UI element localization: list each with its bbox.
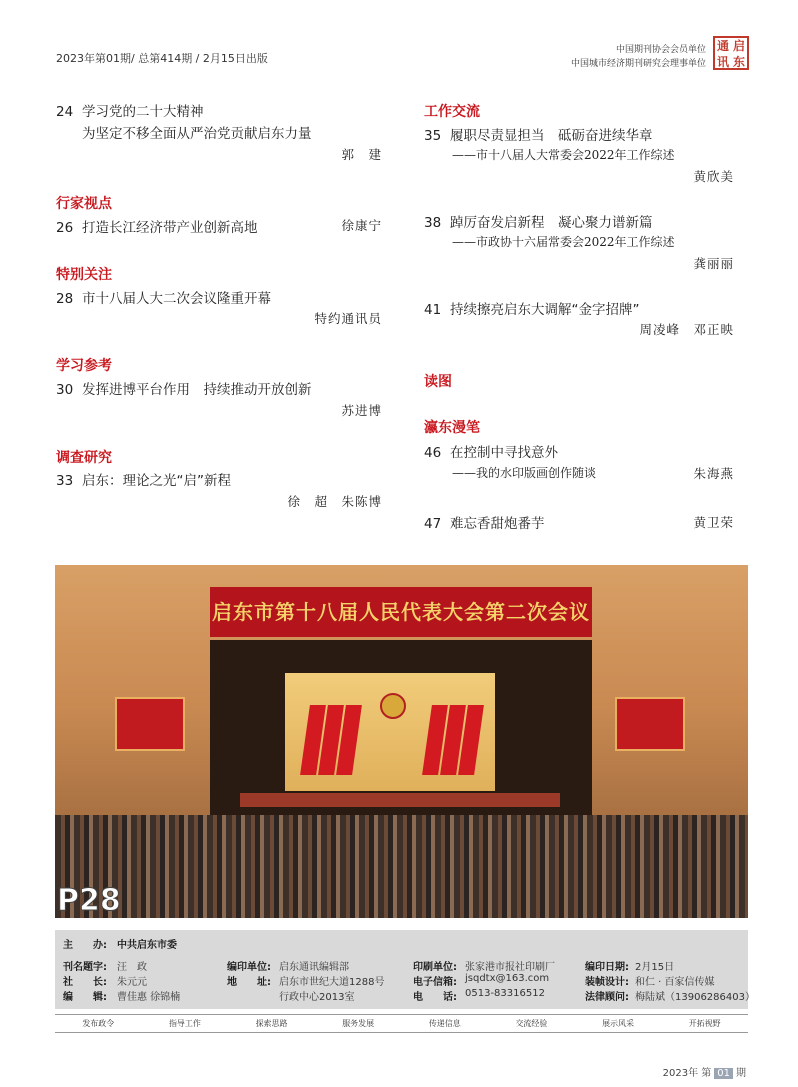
seal-char: 讯 xyxy=(716,55,729,69)
design-label: 装帧设计: xyxy=(585,977,629,988)
page-number: 35 xyxy=(424,128,442,144)
article-title: 履职尽责显担当 砥砺奋进续华章 xyxy=(450,128,653,144)
article-subtitle: ——市政协十六届常委会2022年工作综述 xyxy=(452,235,675,249)
article-author: 特约通讯员 xyxy=(314,311,382,326)
page-number: 24 xyxy=(56,104,74,120)
article-author: 徐 超 朱陈博 xyxy=(287,494,382,509)
meeting-photo xyxy=(55,565,748,918)
page-number: 38 xyxy=(424,215,442,231)
slogan: 开拓视野 xyxy=(688,1019,721,1028)
design-value: 和仁 · 百家信传媒 xyxy=(635,977,715,988)
page-number: 30 xyxy=(56,382,74,398)
article-author: 朱海燕 xyxy=(693,466,734,481)
president-label: 社 长: xyxy=(63,977,107,988)
address-label: 地 址: xyxy=(227,977,271,988)
address-line1: 启东市世纪大道1288号 xyxy=(279,977,385,988)
article-subtitle: ——我的水印版画创作随谈 xyxy=(452,466,597,480)
side-screen-left xyxy=(115,697,185,751)
section-heading: 读图 xyxy=(424,374,452,390)
footer-unit: 期 xyxy=(736,1068,746,1079)
slogan: 交流经验 xyxy=(515,1019,548,1028)
address-line2: 行政中心2013室 xyxy=(279,992,355,1003)
toc-item-28[interactable] xyxy=(56,287,271,307)
editorial-unit-value: 启东通讯编辑部 xyxy=(279,962,349,973)
editors-value: 曹佳惠 徐锦楠 xyxy=(117,992,181,1003)
article-author: 龚丽丽 xyxy=(693,256,734,271)
printer-label: 印刷单位: xyxy=(413,962,457,973)
sponsor-value: 中共启东市委 xyxy=(117,940,177,951)
phone-label: 电 话: xyxy=(413,992,457,1003)
article-title: 踔厉奋发启新程 凝心聚力谱新篇 xyxy=(450,215,653,231)
page-number: 26 xyxy=(56,220,74,236)
article-title: 持续擦亮启东大调解“金字招牌” xyxy=(450,302,640,318)
article-title: 在控制中寻找意外 xyxy=(450,445,558,461)
issue-info: 2023年第01期/ 总第414期 / 2月15日出版 xyxy=(56,52,268,65)
legal-label: 法律顾问: xyxy=(585,992,629,1003)
toc-item-47[interactable] xyxy=(424,512,545,532)
seal-char: 通 xyxy=(716,39,729,53)
article-author: 苏进博 xyxy=(341,403,382,418)
page-number: 41 xyxy=(424,302,442,318)
slogan: 服务发展 xyxy=(342,1019,375,1028)
printer-value: 张家港市报社印刷厂 xyxy=(465,962,555,973)
page-number: 46 xyxy=(424,445,442,461)
article-title-line2: 为坚定不移全面从严治党贡献启东力量 xyxy=(82,126,312,142)
article-author: 周凌峰 邓正映 xyxy=(639,322,734,337)
calligraphy-value: 汪 政 xyxy=(117,962,147,973)
national-emblem-icon xyxy=(380,693,406,719)
print-date-label: 编印日期: xyxy=(585,962,629,973)
article-title: 打造长江经济带产业创新高地 xyxy=(82,220,258,236)
article-title: 启东：理论之光“启”新程 xyxy=(82,473,231,489)
calligraphy-label: 刊名题字: xyxy=(63,962,107,973)
section-heading: 特别关注 xyxy=(56,267,112,283)
email-value[interactable]: jsqdtx@163.com xyxy=(465,973,550,984)
slogan: 发布政令 xyxy=(82,1019,115,1028)
divider xyxy=(55,1032,748,1033)
print-date-value: 2月15日 xyxy=(635,962,675,973)
magazine-seal-logo xyxy=(713,36,749,70)
page-number: 47 xyxy=(424,516,442,532)
article-subtitle: ——市十八届人大常委会2022年工作综述 xyxy=(452,148,675,162)
slogan: 指导工作 xyxy=(168,1019,201,1028)
article-title: 学习党的二十大精神 xyxy=(82,104,204,120)
membership-line-2: 中国城市经济期刊研究会理事单位 xyxy=(570,59,706,69)
page-tag: P28 xyxy=(57,883,121,918)
seal-char: 东 xyxy=(732,55,745,69)
page-footer xyxy=(663,1064,746,1079)
section-heading: 工作交流 xyxy=(424,104,480,120)
toc-item-38[interactable] xyxy=(424,211,653,231)
footer-year: 2023年 第 xyxy=(662,1068,712,1079)
toc-item-46[interactable] xyxy=(424,441,558,461)
section-heading: 瀛东漫笔 xyxy=(424,420,480,436)
article-title: 难忘香甜炮番芋 xyxy=(450,516,545,532)
article-title: 市十八届人大二次会议隆重开幕 xyxy=(82,291,271,307)
slogan: 展示风采 xyxy=(602,1019,635,1028)
membership-line-1: 中国期刊协会会员单位 xyxy=(615,45,706,55)
article-author: 黄欣美 xyxy=(693,169,734,184)
toc-item-26[interactable] xyxy=(56,216,258,236)
section-heading: 学习参考 xyxy=(56,358,112,374)
article-author: 郭 建 xyxy=(341,147,382,162)
slogan: 传递信息 xyxy=(428,1019,461,1028)
audience xyxy=(55,815,748,918)
masthead-info-box xyxy=(55,930,755,1009)
toc-item-41[interactable] xyxy=(424,298,640,318)
slogan: 探索思路 xyxy=(255,1019,288,1028)
footer-issue-number: 01 xyxy=(714,1068,733,1079)
toc-item-24[interactable] xyxy=(56,100,204,120)
email-label: 电子信箱: xyxy=(413,977,457,988)
president-value: 朱元元 xyxy=(117,977,147,988)
editorial-unit-label: 编印单位: xyxy=(227,962,271,973)
meeting-banner: 启东市第十八届人民代表大会第二次会议 xyxy=(210,587,592,637)
article-author: 黄卫荣 xyxy=(693,515,734,530)
page-number: 33 xyxy=(56,473,74,489)
phone-value: 0513-83316512 xyxy=(465,988,545,999)
divider xyxy=(55,1014,748,1015)
legal-value: 梅陆斌（13906286403） xyxy=(635,992,755,1003)
toc-item-35[interactable] xyxy=(424,124,653,144)
section-heading: 调查研究 xyxy=(56,450,112,466)
slogan-row xyxy=(55,1018,748,1029)
side-screen-right xyxy=(615,697,685,751)
toc-item-30[interactable] xyxy=(56,378,312,398)
sponsor-label: 主 办: xyxy=(63,940,107,951)
presidium-table xyxy=(240,793,560,807)
editors-label: 编 辑: xyxy=(63,992,107,1003)
section-heading: 行家视点 xyxy=(56,196,112,212)
article-title: 发挥进博平台作用 持续推动开放创新 xyxy=(82,382,312,398)
article-author: 徐康宁 xyxy=(341,218,382,233)
seal-char: 启 xyxy=(732,39,745,53)
toc-item-33[interactable] xyxy=(56,469,231,489)
page-number: 28 xyxy=(56,291,74,307)
